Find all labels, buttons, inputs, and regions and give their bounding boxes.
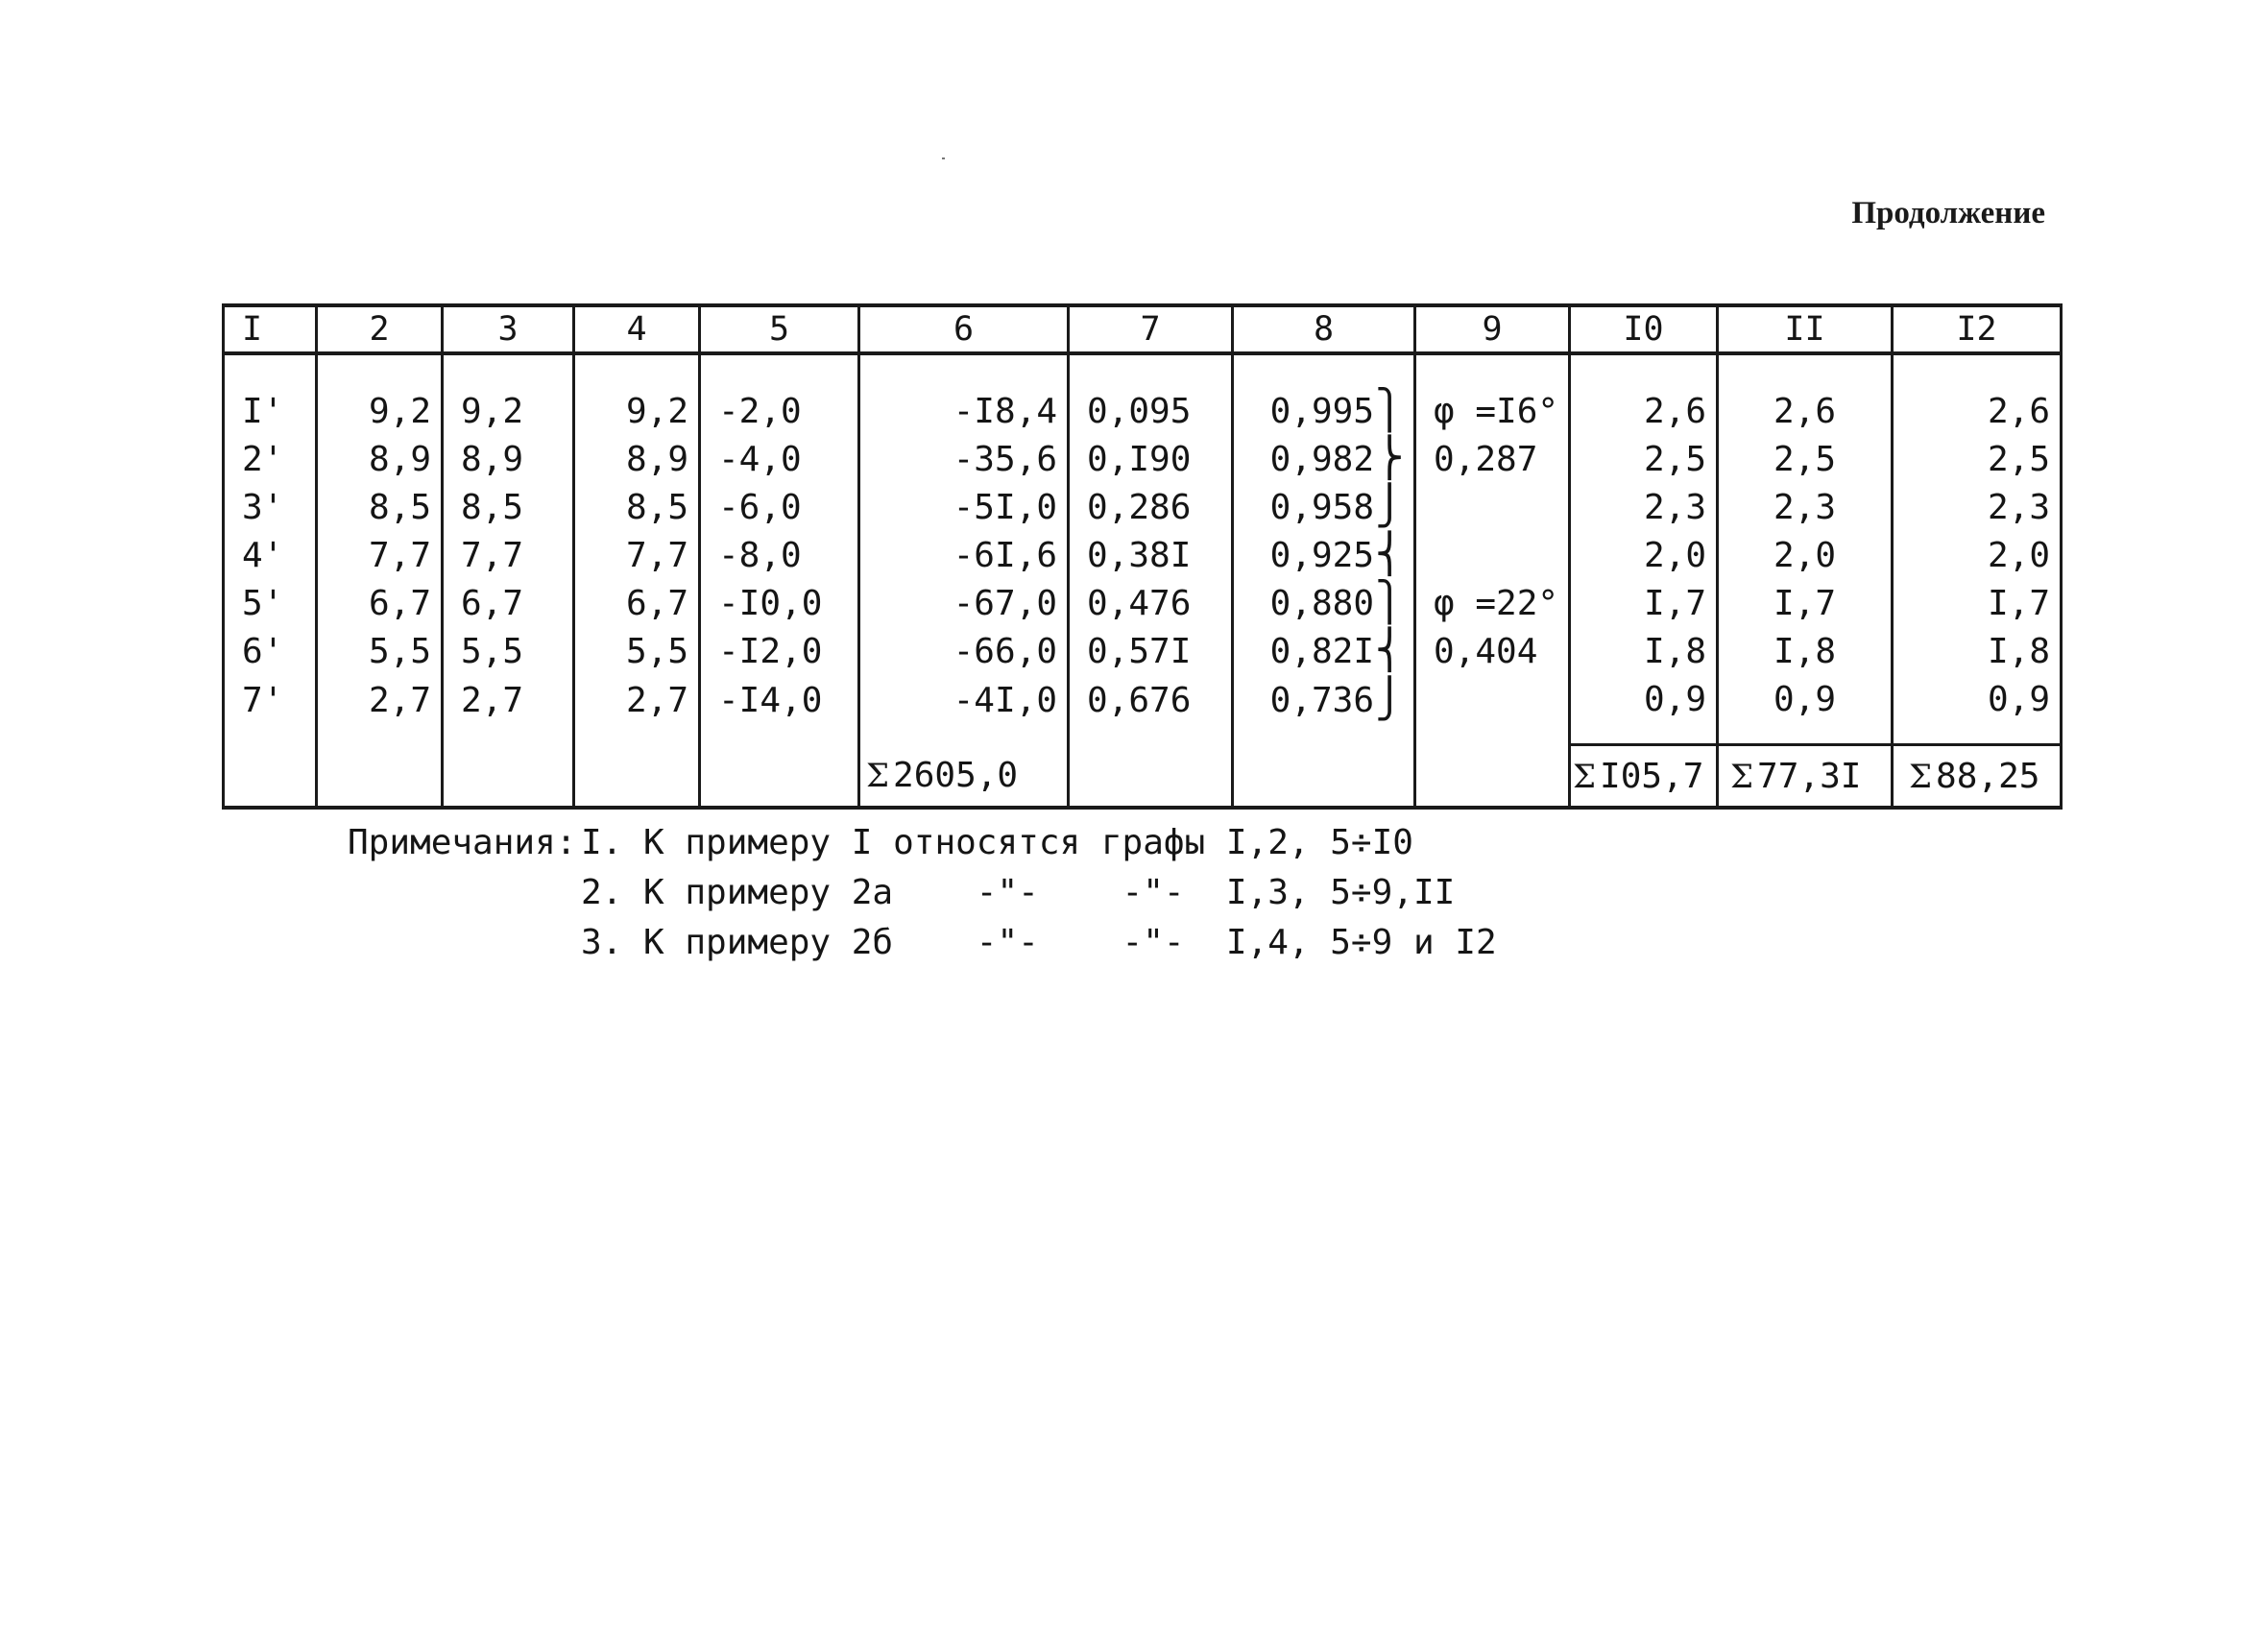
table-cell: 7,7 bbox=[574, 532, 700, 580]
table-cell: 0,736⎭ bbox=[1233, 676, 1415, 745]
table-cell: I' bbox=[224, 353, 317, 436]
table-body bbox=[224, 353, 2062, 745]
brace-mark: ⎫ bbox=[1375, 580, 1404, 624]
table-cell: 0,995⎫ bbox=[1233, 353, 1415, 436]
col-header: 9 bbox=[1415, 305, 1570, 353]
table-cell: 8,9 bbox=[574, 436, 700, 484]
table-cell: 2,6 bbox=[1893, 353, 2062, 436]
notes-label: Примечания: bbox=[348, 823, 577, 862]
table-cell: -I0,0 bbox=[700, 580, 859, 628]
table-cell: I,8 bbox=[1718, 628, 1893, 676]
table-cell: 2,5 bbox=[1893, 436, 2062, 484]
note-line bbox=[348, 918, 1497, 968]
note-text: I. К примеру I относятся графы I,2, 5÷I0 bbox=[581, 823, 1413, 862]
table-cell: -8,0 bbox=[700, 532, 859, 580]
table-cell: 0,095 bbox=[1069, 353, 1233, 436]
table-cell: 7,7 bbox=[443, 532, 574, 580]
table-cell: 0,287 bbox=[1415, 436, 1570, 484]
table-row bbox=[224, 353, 2062, 436]
table-row bbox=[224, 436, 2062, 484]
note-line bbox=[348, 868, 1497, 918]
table-cell: -I2,0 bbox=[700, 628, 859, 676]
table-cell: φ =22° bbox=[1415, 580, 1570, 628]
table-cell: 2,3 bbox=[1718, 484, 1893, 532]
note-line bbox=[348, 818, 1497, 868]
table-cell: -I8,4 bbox=[859, 353, 1069, 436]
table-cell: 9,2 bbox=[443, 353, 574, 436]
table-cell: 2,6 bbox=[1570, 353, 1718, 436]
table-cell: 8,9 bbox=[443, 436, 574, 484]
table-cell: 0,676 bbox=[1069, 676, 1233, 745]
table-cell: I,7 bbox=[1718, 580, 1893, 628]
table-cell: 0,925⎨ bbox=[1233, 532, 1415, 580]
table-cell: 0,404 bbox=[1415, 628, 1570, 676]
table-cell: 4' bbox=[224, 532, 317, 580]
table-row bbox=[224, 532, 2062, 580]
table-row bbox=[224, 484, 2062, 532]
table-cell: 3' bbox=[224, 484, 317, 532]
col-header: 6 bbox=[859, 305, 1069, 353]
table-cell: 0,880⎫ bbox=[1233, 580, 1415, 628]
table-cell: 0,9 bbox=[1893, 676, 2062, 745]
brace-mark: ⎫ bbox=[1375, 388, 1404, 432]
table-cell: I,7 bbox=[1570, 580, 1718, 628]
table-cell: 2,7 bbox=[574, 676, 700, 745]
table-cell: 2,5 bbox=[1570, 436, 1718, 484]
col-header: 2 bbox=[317, 305, 443, 353]
table-cell: 0,I90 bbox=[1069, 436, 1233, 484]
table-cell: 0,476 bbox=[1069, 580, 1233, 628]
table-cell: 2,3 bbox=[1570, 484, 1718, 532]
col-header: 3 bbox=[443, 305, 574, 353]
col-header: 4 bbox=[574, 305, 700, 353]
table-cell: 0,286 bbox=[1069, 484, 1233, 532]
col-header: 7 bbox=[1069, 305, 1233, 353]
table-cell: -35,6 bbox=[859, 436, 1069, 484]
table-row bbox=[224, 580, 2062, 628]
table-cell: 2,0 bbox=[1893, 532, 2062, 580]
total-col12: Σ 88,25 bbox=[1893, 745, 2062, 809]
col-header: II bbox=[1718, 305, 1893, 353]
table-cell: I,8 bbox=[1893, 628, 2062, 676]
brace-mark: ⎭ bbox=[1375, 484, 1404, 528]
table-cell: -2,0 bbox=[700, 353, 859, 436]
table-cell: -6I,6 bbox=[859, 532, 1069, 580]
table-cell: 8,9 bbox=[317, 436, 443, 484]
table-cell: 2' bbox=[224, 436, 317, 484]
table-cell: -I4,0 bbox=[700, 676, 859, 745]
stray-mark bbox=[942, 157, 945, 159]
table-cell: 8,5 bbox=[443, 484, 574, 532]
table-cell: -5I,0 bbox=[859, 484, 1069, 532]
table-cell: 8,5 bbox=[574, 484, 700, 532]
table-cell: 9,2 bbox=[574, 353, 700, 436]
table-cell: 2,7 bbox=[317, 676, 443, 745]
totals-row bbox=[224, 745, 2062, 809]
table-cell: 0,982⎬ bbox=[1233, 436, 1415, 484]
table-cell: -4I,0 bbox=[859, 676, 1069, 745]
table-cell: 5' bbox=[224, 580, 317, 628]
table-cell: φ =I6° bbox=[1415, 353, 1570, 436]
table-cell: 6,7 bbox=[574, 580, 700, 628]
total-col11: Σ 77,3I bbox=[1718, 745, 1893, 809]
table-cell: 0,38I bbox=[1069, 532, 1233, 580]
total-col10: Σ I05,7 bbox=[1570, 745, 1718, 809]
table-cell: 5,5 bbox=[443, 628, 574, 676]
table-cell: 2,7 bbox=[443, 676, 574, 745]
brace-mark: ⎭ bbox=[1375, 676, 1404, 721]
table-cell: 2,0 bbox=[1570, 532, 1718, 580]
table-cell: 8,5 bbox=[317, 484, 443, 532]
brace-mark: ⎨ bbox=[1375, 628, 1404, 672]
table-cell: 7,7 bbox=[317, 532, 443, 580]
col-header: I2 bbox=[1893, 305, 2062, 353]
table-cell: -67,0 bbox=[859, 580, 1069, 628]
table-cell: 0,82I⎨ bbox=[1233, 628, 1415, 676]
table-cell: 7' bbox=[224, 676, 317, 745]
table-cell: 2,6 bbox=[1718, 353, 1893, 436]
table-cell: 6' bbox=[224, 628, 317, 676]
data-table bbox=[222, 303, 2063, 810]
brace-mark: ⎬ bbox=[1375, 436, 1404, 480]
table-cell bbox=[1415, 676, 1570, 745]
col-header: 8 bbox=[1233, 305, 1415, 353]
note-text: 3. К примеру 2б -"- -"- I,4, 5÷9 и I2 bbox=[581, 923, 1497, 962]
table-cell: I,8 bbox=[1570, 628, 1718, 676]
col-header: 5 bbox=[700, 305, 859, 353]
continuation-heading: Продолжение bbox=[1851, 196, 2045, 230]
table-cell: 2,0 bbox=[1718, 532, 1893, 580]
total-col6: Σ 2605,0 bbox=[859, 745, 1069, 809]
header-row bbox=[224, 305, 2062, 353]
table-cell bbox=[1415, 532, 1570, 580]
table-cell: 0,958⎭ bbox=[1233, 484, 1415, 532]
table-cell: 0,57I bbox=[1069, 628, 1233, 676]
col-header: I bbox=[224, 305, 317, 353]
notes-block bbox=[348, 818, 1497, 968]
brace-mark: ⎨ bbox=[1375, 532, 1404, 576]
table-cell bbox=[1415, 484, 1570, 532]
note-text: 2. К примеру 2а -"- -"- I,3, 5÷9,II bbox=[581, 873, 1456, 912]
table-row bbox=[224, 628, 2062, 676]
table-cell: -66,0 bbox=[859, 628, 1069, 676]
table-cell: 2,3 bbox=[1893, 484, 2062, 532]
table-row bbox=[224, 676, 2062, 745]
table-cell: 2,5 bbox=[1718, 436, 1893, 484]
table-cell: -6,0 bbox=[700, 484, 859, 532]
table-cell: 5,5 bbox=[317, 628, 443, 676]
table-cell: 5,5 bbox=[574, 628, 700, 676]
col-header: I0 bbox=[1570, 305, 1718, 353]
table-cell: 6,7 bbox=[317, 580, 443, 628]
table-cell: 0,9 bbox=[1570, 676, 1718, 745]
table-cell: I,7 bbox=[1893, 580, 2062, 628]
table-cell: 6,7 bbox=[443, 580, 574, 628]
table-cell: 9,2 bbox=[317, 353, 443, 436]
table-cell: 0,9 bbox=[1718, 676, 1893, 745]
table-cell: -4,0 bbox=[700, 436, 859, 484]
